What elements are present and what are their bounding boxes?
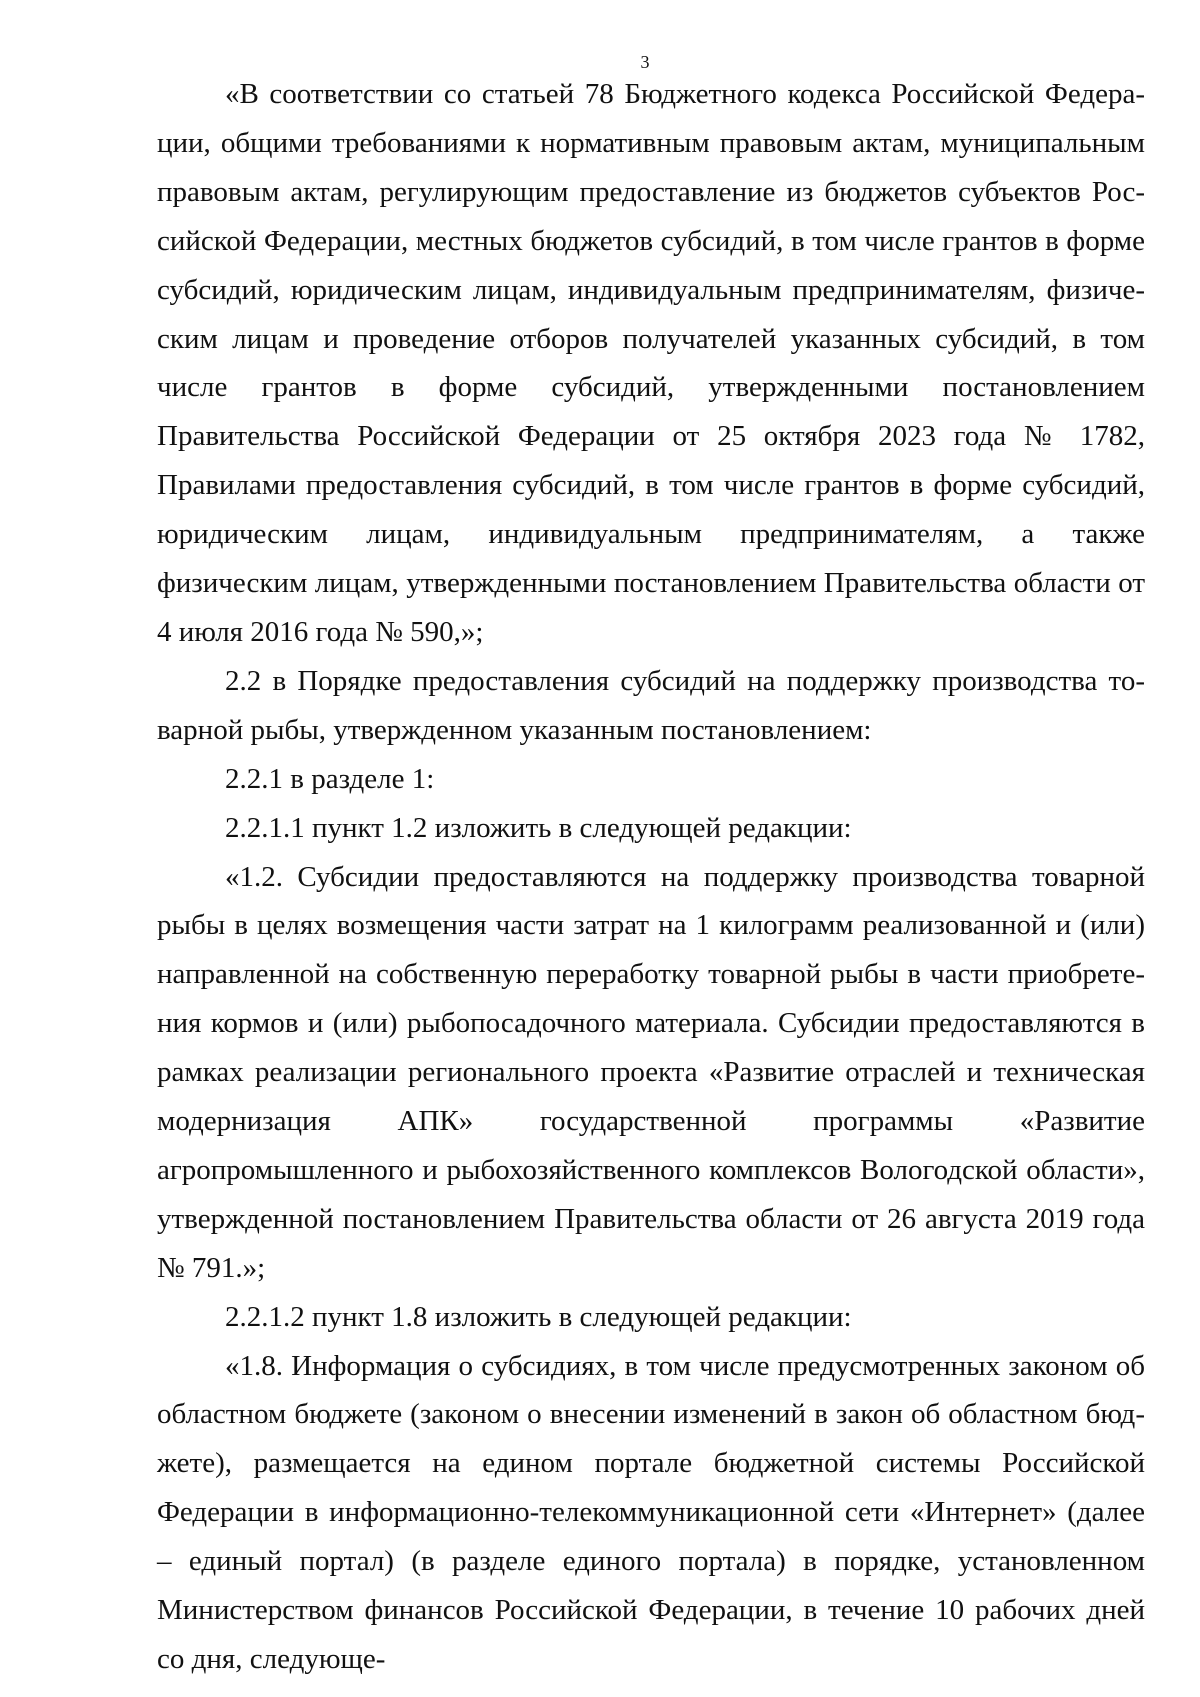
page-number: 3: [640, 52, 650, 72]
document-body: [157, 70, 1145, 1684]
paragraph-item-1-2: «1.2. Субсидии предоставляются на поддержку производства товарной рыбы в целях возмещения части затрат на 1 килограмм реализованной и (или) направленной на собственную переработку товарной рыбы в части приобретения кормов и (или) рыбопосадочного материала. Субсидии предоставляются в рамках реализации регионального проекта «Развитие отраслей и техническая модернизация АПК» государственной программы «Развитие агропромышленного и рыбохозяйственного комплексов Вологодской области», утвержденной постановлением Правительства области от 26 августа 2019 года № 791.»;: [157, 860, 1145, 1284]
paragraph-budget-code-preamble: «В соответствии со статьей 78 Бюджетного кодекса Российской Федерации, общими требованиями к нормативным правовым актам, муниципальным правовым актам, регулирующим предоставление из бюджетов субъектов Российской Федерации, местных бюджетов субсидий, в том числе грантов в форме субсидий, юридическим лицам, индивидуальным предпринимателям, физическим лицам и проведение отборов получателей указанных субсидий, в том числе грантов в форме субсидий, утвержденными постановлением Правительства Российской Федерации от 25 октября 2023 года № 1782, Правилами предоставления субсидий, в том числе грантов в форме субсидий, юридическим лицам, индивидуальным предпринимателям, а также физическим лицам, утвержденными постановлением Правительства области от 4 июля 2016 года № 590,»;: [157, 78, 1145, 648]
paragraph-2-2-1-1: 2.2.1.1 пункт 1.2 изложить в следующей редакции:: [225, 811, 852, 844]
paragraph-2-2-1-2: 2.2.1.2 пункт 1.8 изложить в следующей редакции:: [225, 1300, 852, 1333]
paragraph-2-2-1: 2.2.1 в разделе 1:: [225, 762, 435, 795]
paragraph-item-1-8: «1.8. Информация о субсидиях, в том числе предусмотренных законом об областном бюджете (законом о внесении изменений в закон об областном бюджете), размещается на едином портале бюджетной системы Российской Федерации в информационно-телекоммуникационной сети «Интернет» (далее – единый портал) (в разделе единого портала) в порядке, установленном Министерством финансов Российской Федерации, в течение 10 рабочих дней со дня, следующе-: [157, 1349, 1145, 1675]
paragraph-2-2: 2.2 в Порядке предоставления субсидий на поддержку производства товарной рыбы, утвержденном указанным постановлением:: [157, 664, 1145, 746]
